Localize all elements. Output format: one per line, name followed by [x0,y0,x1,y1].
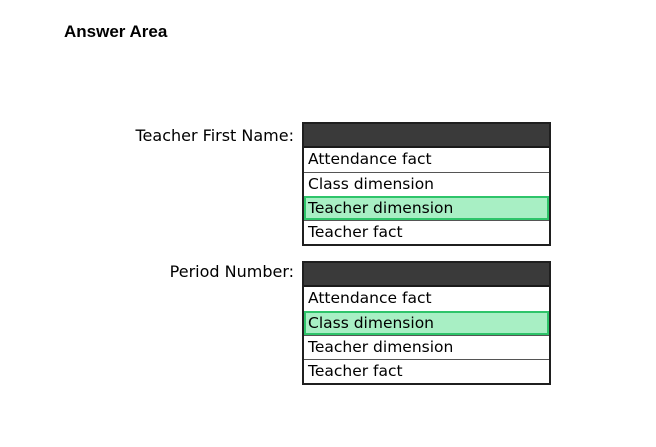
period-number-label: Period Number: [169,262,294,281]
option-class-dimension[interactable]: Class dimension [304,172,549,196]
dropdown-options-list [304,287,549,383]
dropdown-options-list [304,148,549,244]
option-teacher-dimension[interactable]: Teacher dimension [304,335,549,359]
dropdown-header[interactable] [304,124,549,148]
option-teacher-fact[interactable]: Teacher fact [304,359,549,383]
period-number-dropdown[interactable] [302,261,551,385]
option-teacher-dimension[interactable]: Teacher dimension [304,196,549,220]
option-attendance-fact[interactable]: Attendance fact [308,150,432,168]
option-class-dimension[interactable]: Class dimension [304,311,549,335]
teacher-first-name-label: Teacher First Name: [135,126,294,145]
answer-area-title: Answer Area [64,22,168,41]
option-teacher-fact[interactable]: Teacher fact [304,220,549,244]
teacher-first-name-dropdown[interactable] [302,122,551,246]
dropdown-header[interactable] [304,263,549,287]
option-attendance-fact[interactable]: Attendance fact [308,289,432,307]
